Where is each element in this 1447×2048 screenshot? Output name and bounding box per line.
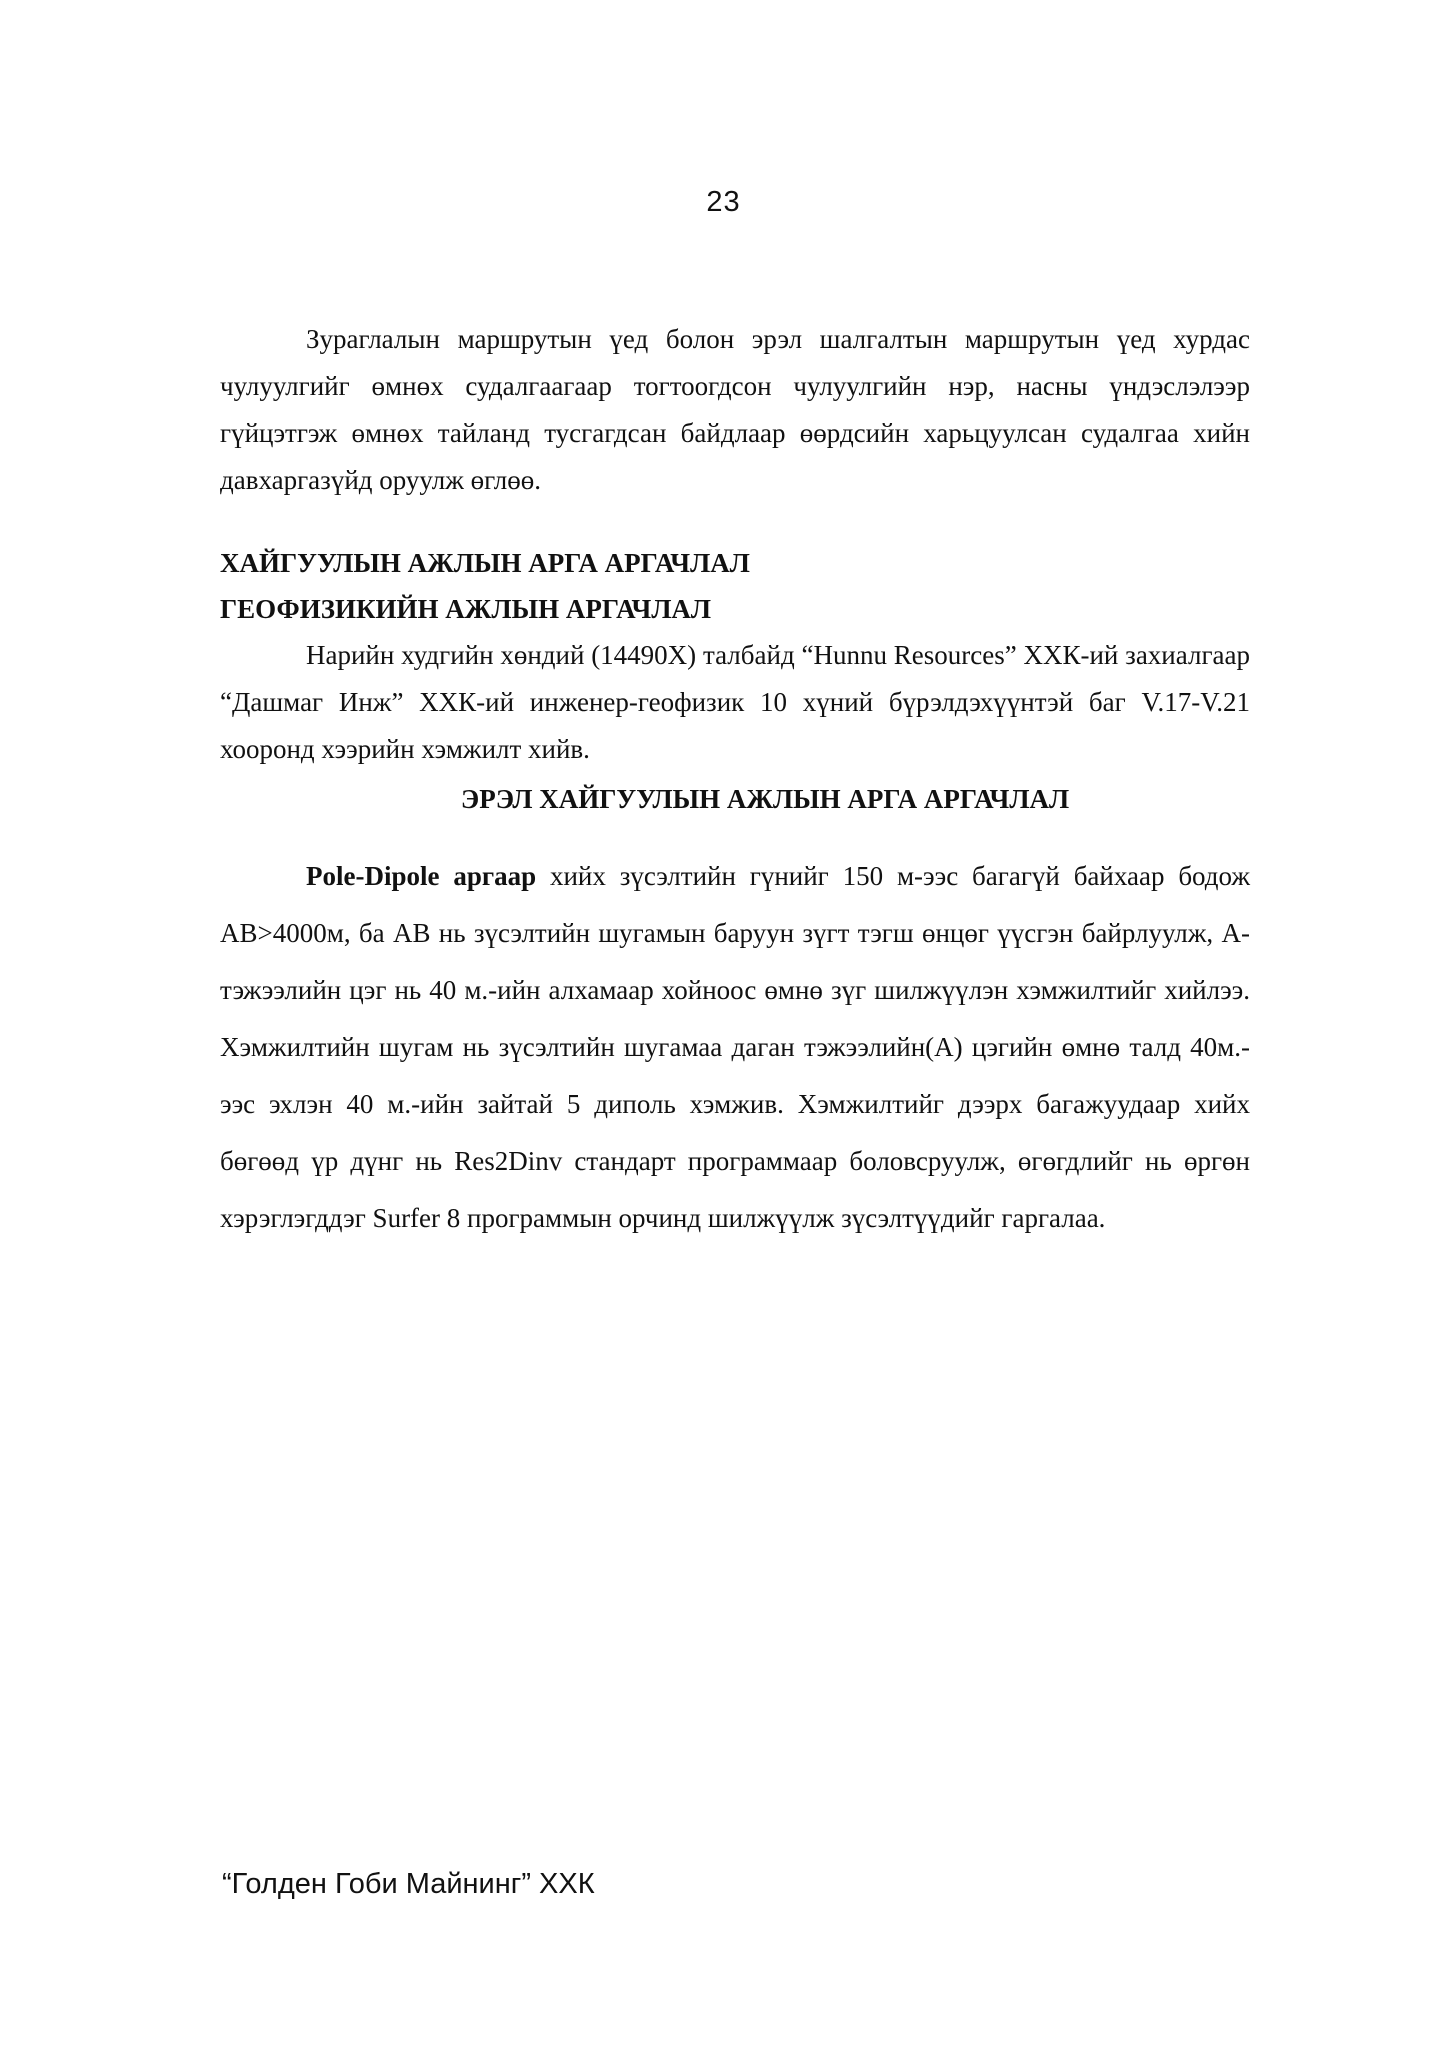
heading-search-exploration-methods: ЭРЭЛ ХАЙГУУЛЫН АЖЛЫН АРГА АРГАЧЛАЛ [460,784,1070,814]
page-number: 23 [706,186,741,218]
pole-dipole-description: хийх зүсэлтийн гүнийг 150 м-ээс багагүй байхаар бодож АВ>4000м, ба АВ нь зүсэлтийн шугамын баруун зүгт тэгш өнцөг үүсгэн байрлуулж, А- тэжээлийн цэг нь 40 м.-ийн алхамаар хойноос өмнө зүг шилжүүлэн хэмжилтийг хийлээ. Хэмжилтийн шугам нь зүсэлтийн шугамаа даган тэжээлийн(А) цэгийн өмнө талд 40м.-ээс эхлэн 40 м.-ийн зайтай 5 диполь хэмжив. Хэмжилтийг дээрх багажуудаар хийх бөгөөд үр дүнг нь Res2Dinv стандарт программаар боловсруулж, өгөгдлийг нь өргөн хэрэглэгддэг Surfer 8 программын орчинд шилжүүлж зүсэлтүүдийг гаргалаа. [220,861,1250,1233]
heading-geophysics-methods: ГЕОФИЗИКИЙН АЖЛЫН АРГАЧЛАЛ [220,594,712,624]
paragraph-pole-dipole [220,848,1250,1247]
company-footer: “Голден Гоби Майнинг” ХХК [222,1868,595,1900]
document-body [220,316,1250,1247]
pole-dipole-term: Pole-Dipole аргаар [306,861,537,891]
paragraph-mapping-routes: Зураглалын маршрутын үед болон эрэл шалгалтын маршрутын үед хурдас чулуулгийг өмнөх судалгаагаар тогтоогдсон чулуулгийн нэр, насны үндэслэлээр гүйцэтгэж өмнөх тайланд тусгагдсан байдлаар өөрдсийн харьцуулсан судалгаа хийн давхаргазүйд оруулж өглөө. [220,324,1250,495]
paragraph-field-measurement: Нарийн худгийн хөндий (14490Х) талбайд “Hunnu Resources” ХХК-ий захиалгаар “Дашмаг Инж” ХХК-ий инженер-геофизик 10 хүний бүрэлдэхүүнтэй баг V.17-V.21 хооронд хээрийн хэмжилт хийв. [220,640,1250,764]
heading-exploration-methods: ХАЙГУУЛЫН АЖЛЫН АРГА АРГАЧЛАЛ [220,548,750,578]
